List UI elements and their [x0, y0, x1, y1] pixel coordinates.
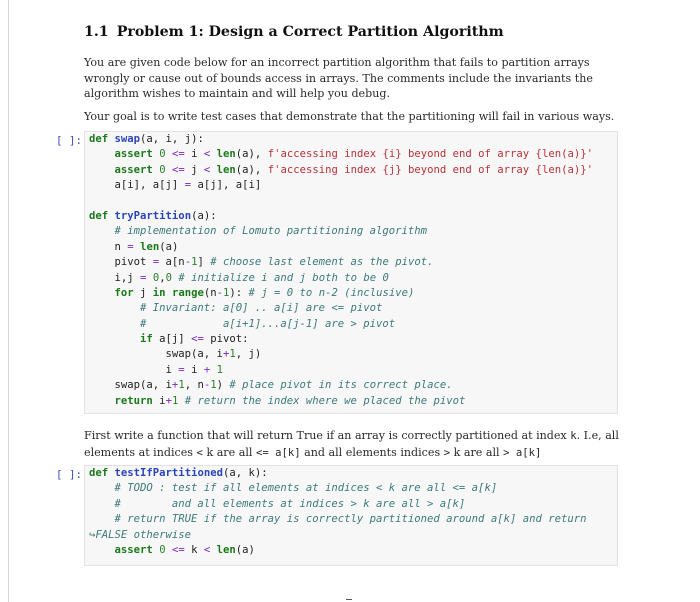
inline-code: > a[k]	[503, 446, 542, 459]
goal-paragraph: Your goal is to write test cases that demonstrate that the partitioning will fail in various ways.	[84, 110, 615, 123]
task-text: . I.e, all elements at indices	[84, 429, 619, 459]
cell-prompt[interactable]: [ ]:	[56, 134, 83, 147]
task-text: and all elements indices	[300, 445, 444, 459]
code-line: swap(a, i+1, n-1) # place pivot in its correct place.	[89, 379, 453, 392]
section-title: Problem 1: Design a Correct Partition Algorithm	[116, 24, 504, 40]
code-line: assert 0 <= i < len(a), f'accessing index {i} beyond end of array {len(a)}'	[114, 148, 593, 161]
code-line: # Invariant: a[0] .. a[i] are <= pivot	[140, 302, 383, 315]
code-line: assert 0 <= j < len(a), f'accessing index {j} beyond end of array {len(a)}'	[114, 163, 593, 176]
inline-code: >	[443, 446, 451, 459]
code-line: # implementation of Lomuto partitioning algorithm	[114, 225, 428, 238]
code-line: n = len(a)	[89, 240, 179, 253]
section-heading	[84, 24, 504, 40]
code-line: ↪FALSE otherwise	[89, 528, 192, 541]
code-line: # a[i+1]...a[j-1] are > pivot	[140, 317, 396, 330]
code-cell-partition[interactable]	[84, 131, 618, 414]
task-paragraph	[84, 428, 624, 461]
task-text: First write a function that will return True if an array is correctly partitioned at index	[84, 429, 571, 442]
inline-code: <= a[k]	[255, 446, 301, 459]
code-line: assert 0 <= k < len(a)	[114, 543, 255, 556]
inline-code: k	[570, 430, 577, 442]
code-line: # TODO : test if all elements at indices < k are all <= a[k]	[114, 482, 498, 495]
section-number: 1.1	[84, 24, 109, 40]
code-line: a[i], a[j] = a[j], a[i]	[89, 179, 262, 192]
code-line: # return TRUE if the array is correctly partitioned around a[k] and return	[114, 513, 587, 526]
inline-code: <	[196, 446, 203, 459]
code-cell-test[interactable]	[84, 465, 618, 566]
code-line: i,j = 0,0 # initialize i and j both to be 0	[89, 271, 389, 284]
cell-prompt[interactable]: [ ]:	[56, 468, 83, 481]
code-line: for j in range(n-1): # j = 0 to n-2 (inclusive)	[114, 286, 415, 299]
page-divider	[346, 599, 352, 600]
task-text: k are all	[450, 445, 504, 459]
cell-margin-rule	[8, 0, 9, 602]
task-text: k are all	[202, 445, 256, 459]
code-line: # and all elements at indices > k are all > a[k]	[114, 497, 466, 510]
code-line: def swap(a, i, j):	[89, 133, 204, 145]
code-line: return i+1 # return the index where we placed the pivot	[114, 394, 466, 407]
code-line: def tryPartition(a):	[89, 209, 217, 222]
code-line: if a[j] <= pivot:	[140, 333, 249, 346]
code-line: def testIfPartitioned(a, k):	[89, 467, 268, 479]
intro-paragraph: You are given code below for an incorrect partition algorithm that fails to partition arrays wrongly or cause out of bounds access in arrays. The comments include the invariants the algorithm wishes to maintain and will help you debug.	[84, 56, 593, 100]
code-line: i = i + 1	[89, 363, 223, 376]
code-line: pivot = a[n-1] # choose last element as the pivot.	[89, 256, 434, 269]
code-line: swap(a, i+1, j)	[89, 348, 262, 361]
